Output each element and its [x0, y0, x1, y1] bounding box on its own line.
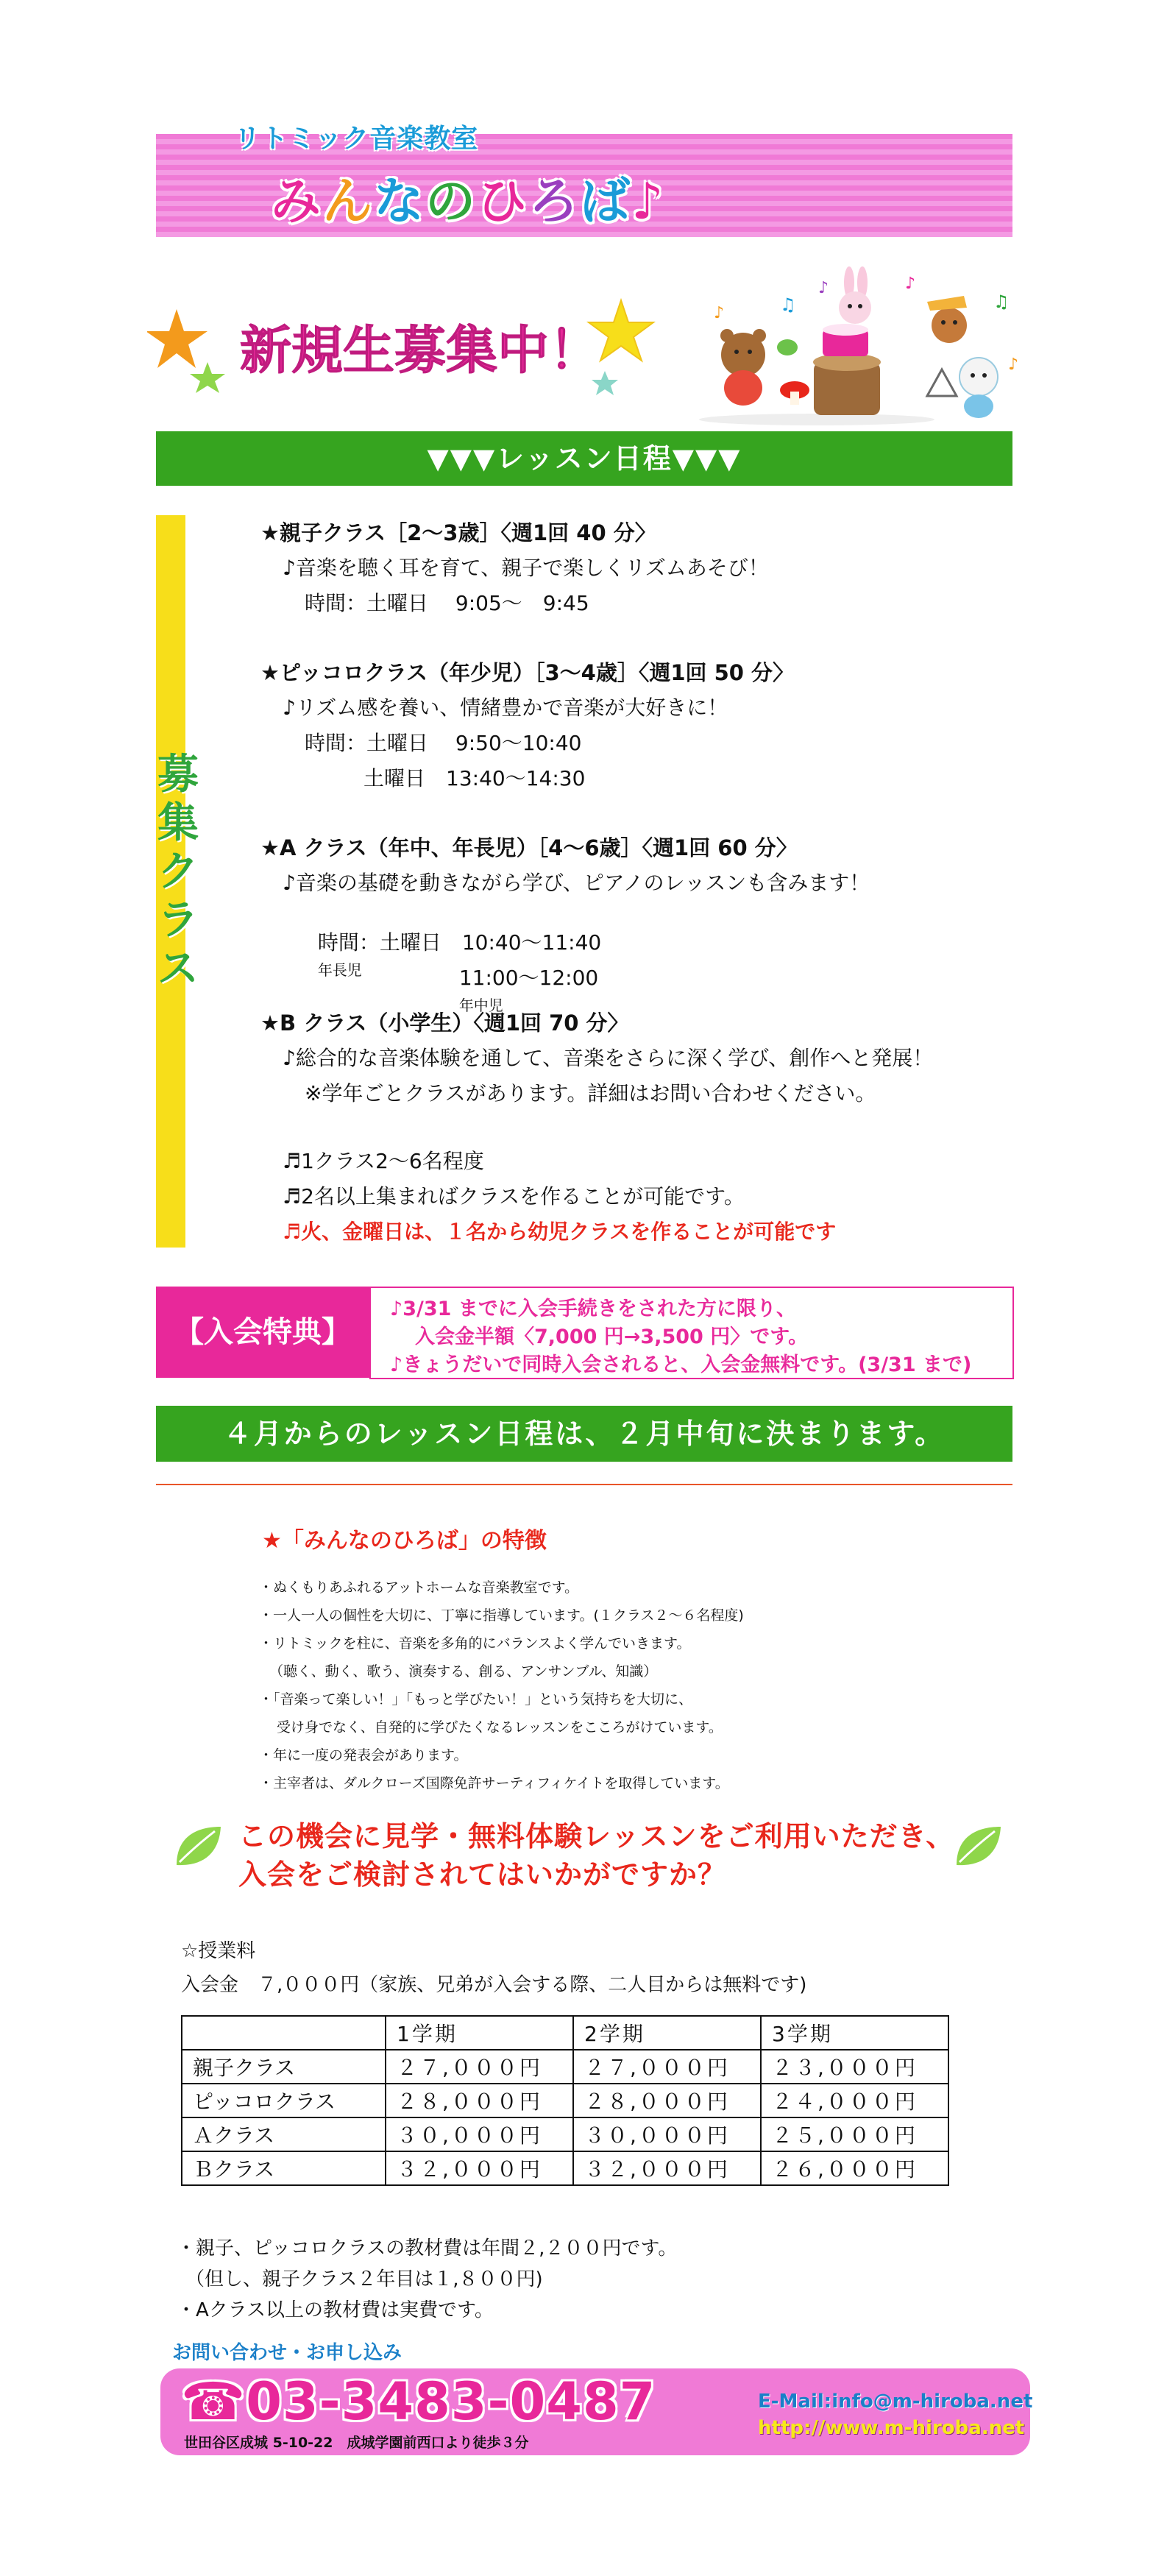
- table-row: [182, 2117, 948, 2151]
- fee-note-second-year: （但し、親子クラス２年目は１,８００円): [185, 2268, 543, 2290]
- class-oyako-desc: ♪音楽を聴く耳を育て、親子で楽しくリズムあそび！: [283, 556, 769, 580]
- school-logo-title: [271, 162, 665, 233]
- fee-heading: ☆授業料: [181, 1940, 256, 1962]
- table-row: [182, 2151, 948, 2185]
- invite-line-2: 入会をご検討されてはいかがですか？: [238, 1858, 727, 1891]
- table-cell: ２８,０００円: [386, 2084, 573, 2117]
- feature-item: 受け身でなく、自発的に学びたくなるレッスンをこころがけています。: [277, 1719, 723, 1735]
- features-title: ★「みんなのひろば」の特徴: [262, 1528, 547, 1554]
- benefit-line-3: ♪きょうだいで同時入会されると、入会金無料です。(3/31 まで): [390, 1354, 972, 1376]
- fee-note-materials: ・親子、ピッコロクラスの教材費は年間２,２００円です。: [177, 2237, 678, 2260]
- feature-item: （聴く、動く、歌う、演奏する、創る、アンサンブル、知識）: [269, 1663, 658, 1680]
- logo-title-char: ひ: [477, 173, 529, 231]
- class-piccolo-desc: ♪リズム感を養い、情緒豊かで音楽が大好きに！: [283, 696, 728, 720]
- class-info-min: ♬2名以上集まればクラスを作ることが可能です。: [283, 1184, 745, 1209]
- side-label-char: 集: [157, 799, 199, 847]
- feature-item: ・「音楽って楽しい！」「もっと学びたい！」という気持ちを大切に、: [259, 1691, 693, 1708]
- table-header-cell: 2学期: [573, 2016, 761, 2050]
- lesson-schedule-bar: ▼▼▼レッスン日程▼▼▼: [156, 431, 1012, 486]
- logo-title-char: ん: [322, 173, 375, 231]
- class-info-size: ♬1クラス2〜6名程度: [283, 1149, 484, 1173]
- table-header-cell: [182, 2016, 386, 2050]
- table-cell: ２７,０００円: [386, 2050, 573, 2084]
- class-b-title: ★B クラス（小学生）〈週1回 70 分〉: [260, 1011, 629, 1036]
- leaf-icon: [172, 1824, 224, 1869]
- contact-heading: お問い合わせ・お申し込み: [172, 2342, 402, 2364]
- table-cell: ３２,０００円: [386, 2151, 573, 2185]
- svg-text:♪: ♪: [818, 279, 829, 297]
- table-cell: ピッコロクラス: [182, 2084, 386, 2117]
- website-link[interactable]: http://www.m-hiroba.net: [758, 2417, 1025, 2439]
- benefit-line-1: ♪3/31 までに入会手続きをされた方に限り、: [390, 1298, 796, 1320]
- class-oyako-time: 時間：土曜日 9:05〜 9:45: [305, 591, 589, 615]
- svg-text:♪: ♪: [1008, 355, 1019, 374]
- class-a-time2-note: 年中児: [458, 997, 503, 1014]
- feature-item: ・一人一人の個性を大切に、丁寧に指導しています。(１クラス２〜６名程度): [259, 1607, 744, 1624]
- class-a-time2-text: 11:00〜12:00: [458, 966, 599, 990]
- class-a-title: ★A クラス（年中、年長児）［4〜6歳］〈週1回 60 分〉: [260, 835, 798, 860]
- recruit-title: 新規生募集中！: [240, 320, 600, 381]
- email-link[interactable]: E-Mail:info@m-hiroba.net: [758, 2391, 1033, 2413]
- fee-note-actual-cost: ・Aクラス以上の教材費は実費です。: [177, 2299, 494, 2321]
- fee-table: [181, 2015, 949, 2186]
- schedule-notice-bar: ４月からのレッスン日程は、２月中旬に決まります。: [156, 1406, 1012, 1462]
- side-label-char: ク: [157, 848, 199, 896]
- class-a-time1-note: 年長児: [317, 961, 362, 979]
- side-label-char: 募: [157, 751, 199, 799]
- svg-text:♫: ♫: [993, 291, 1010, 312]
- table-row: [182, 2050, 948, 2084]
- table-cell: ３０,０００円: [386, 2117, 573, 2151]
- svg-text:♪: ♪: [714, 304, 725, 322]
- table-cell: ２８,０００円: [573, 2084, 761, 2117]
- animal-band-illustration: [684, 266, 1023, 427]
- class-piccolo-title: ★ピッコロクラス（年少児）［3〜4歳］〈週1回 50 分〉: [260, 660, 795, 685]
- logo-title-char: ろ: [528, 173, 581, 231]
- table-header-cell: 3学期: [761, 2016, 948, 2050]
- table-cell: Ａクラス: [182, 2117, 386, 2151]
- class-a-time2: [446, 938, 598, 1016]
- table-row: [182, 2084, 948, 2117]
- entry-fee: 入会金 ７,０００円（家族、兄弟が入会する際、二人目からは無料です): [181, 1974, 807, 1996]
- table-header-cell: 1学期: [386, 2016, 573, 2050]
- class-a-desc: ♪音楽の基礎を動きながら学び、ピアノのレッスンも含みます！: [283, 871, 870, 895]
- benefit-label: 【入会特典】: [156, 1287, 369, 1378]
- class-b-note: ※学年ごとクラスがあります。詳細はお問い合わせください。: [305, 1081, 876, 1105]
- side-label-char: ラ: [157, 896, 199, 944]
- class-b-desc: ♪総合的な音楽体験を通して、音楽をさらに深く学び、創作へと発展！: [283, 1046, 934, 1070]
- star-decoration-left: [147, 300, 235, 396]
- table-cell: ２７,０００円: [573, 2050, 761, 2084]
- class-a-time1-text: 時間：土曜日 10:40〜11:40: [317, 930, 602, 955]
- header-subtitle: リトミック音楽教室: [234, 124, 479, 154]
- address: 世田谷区成城 5-10-22 成城学園前西口より徒歩３分: [184, 2435, 529, 2451]
- table-cell: ２５,０００円: [761, 2117, 948, 2151]
- side-label-char: ス: [157, 945, 199, 993]
- logo-title-char: の: [425, 173, 478, 231]
- feature-item: ・年に一度の発表会があります。: [259, 1747, 468, 1763]
- table-cell: ２３,０００円: [761, 2050, 948, 2084]
- section-divider: [156, 1484, 1012, 1485]
- table-cell: ２４,０００円: [761, 2084, 948, 2117]
- table-cell: ２６,０００円: [761, 2151, 948, 2185]
- recruit-class-side-label: [156, 751, 200, 994]
- logo-title-char: ♪: [631, 173, 665, 231]
- feature-item: ・ぬくもりあふれるアットホームな音楽教室です。: [259, 1579, 579, 1596]
- invite-line-1: この機会に見学・無料体験レッスンをご利用いただき、: [238, 1820, 955, 1853]
- phone-number[interactable]: ☎03-3483-0487: [181, 2371, 656, 2432]
- class-piccolo-time1: 時間：土曜日 9:50〜10:40: [305, 731, 582, 755]
- table-cell: ３２,０００円: [573, 2151, 761, 2185]
- class-info-weekday: ♬火、金曜日は、１名から幼児クラスを作ることが可能です: [283, 1220, 837, 1244]
- table-cell: 親子クラス: [182, 2050, 386, 2084]
- table-header-row: [182, 2016, 948, 2050]
- class-oyako-title: ★親子クラス［2〜3歳］〈週1回 40 分〉: [260, 520, 656, 545]
- svg-text:♪: ♪: [905, 275, 916, 293]
- benefit-line-2: 入会金半額〈7,000 円→3,500 円〉です。: [415, 1326, 809, 1348]
- class-piccolo-time2: 土曜日 13:40〜14:30: [363, 766, 586, 790]
- logo-title-char: な: [374, 173, 426, 231]
- svg-text:♫: ♫: [780, 294, 796, 315]
- logo-title-char: み: [271, 173, 323, 231]
- leaf-icon: [952, 1824, 1004, 1869]
- table-cell: ３０,０００円: [573, 2117, 761, 2151]
- table-cell: Ｂクラス: [182, 2151, 386, 2185]
- logo-title-char: ば: [580, 173, 632, 231]
- feature-item: ・リトミックを柱に、音楽を多角的にバランスよく学んでいきます。: [259, 1635, 691, 1652]
- feature-item: ・主宰者は、ダルクローズ国際免許サーティフィケイトを取得しています。: [259, 1775, 729, 1791]
